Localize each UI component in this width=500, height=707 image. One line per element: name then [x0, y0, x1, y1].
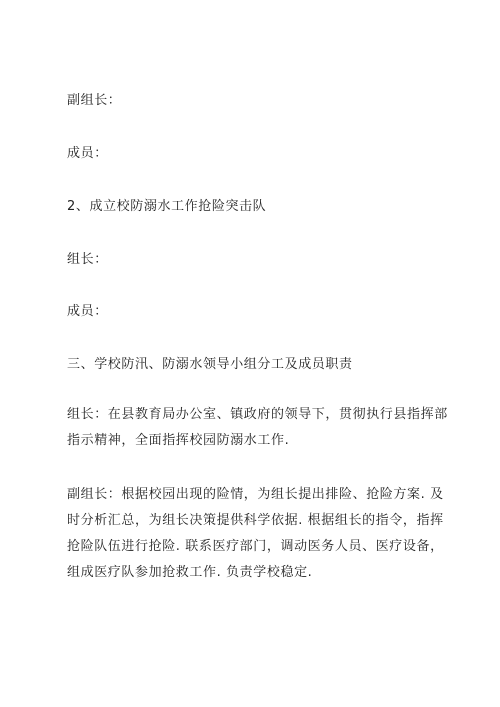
deputy-duty-line-2: 时分析汇总，为组长决策提供科学依据. 根据组长的指令，指挥: [67, 513, 444, 528]
section-2-heading: 2、成立校防溺水工作抢险突击队: [67, 199, 267, 214]
members-line-2: 成员：: [67, 304, 108, 319]
leader-duty-paragraph: [67, 402, 447, 454]
deputy-duty-line-1: 副组长：根据校园出现的险情，为组长提出排险、抢险方案. 及: [67, 487, 444, 502]
leader-duty-line-2: 指示精神，全面指挥校园防溺水工作.: [67, 433, 290, 448]
leader-duty-line-1: 组长：在县教育局办公室、镇政府的领导下，贯彻执行县指挥部: [67, 407, 448, 422]
deputy-duty-line-4: 组成医疗队参加抢救工作. 负责学校稳定.: [67, 565, 313, 580]
deputy-duty-paragraph: [67, 482, 447, 586]
members-line-1: 成员：: [67, 146, 108, 161]
deputy-duty-line-3: 抢险队伍进行抢险. 联系医疗部门，调动医务人员、医疗设备，: [67, 539, 444, 554]
leader-line: 组长：: [67, 252, 108, 267]
section-3-heading: 三、学校防汛、防溺水领导小组分工及成员职责: [67, 357, 353, 372]
deputy-leader-line: 副组长：: [67, 93, 122, 108]
